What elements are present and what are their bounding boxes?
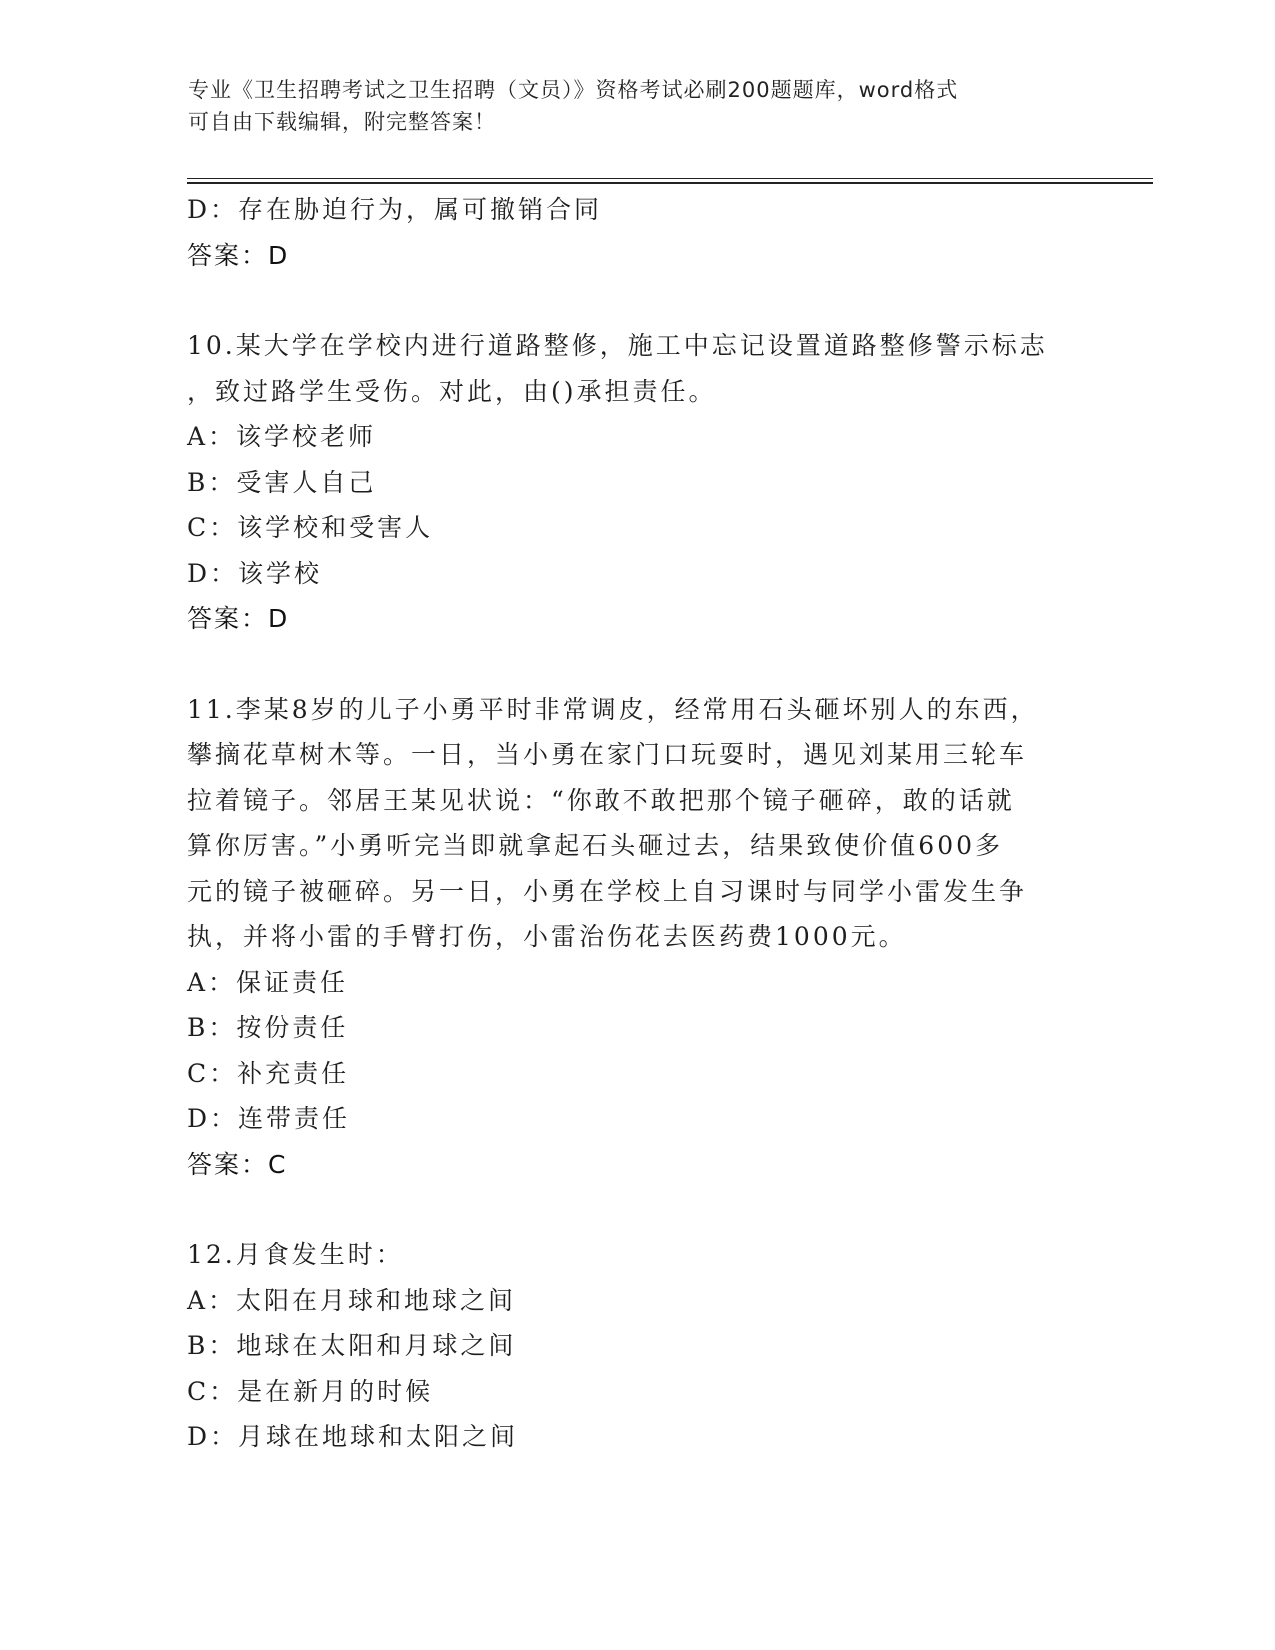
question-spacer (187, 642, 1087, 687)
previous-question-tail (187, 187, 1087, 278)
question-stem-line: 执，并将小雷的手臂打伤，小雷治伤花去医药费1000元。 (187, 922, 907, 951)
question-stem-line: 元的镜子被砸碎。另一日，小勇在学校上自习课时与同学小雷发生争 (187, 876, 1028, 906)
question-stem-line: 12.月食发生时： (187, 1240, 404, 1269)
question-spacer (187, 1187, 1087, 1232)
option-d: D：连带责任 (187, 1104, 351, 1133)
question-10 (187, 323, 1087, 642)
question-stem-line: 10.某大学在学校内进行道路整修，施工中忘记设置道路整修警示标志 (187, 331, 1048, 360)
question-stem-line: 算你厉害。”小勇听完当即就拿起石头砸过去，结果致使价值600多 (187, 831, 1004, 860)
answer-line: 答案：D (187, 240, 290, 270)
option-a: A：太阳在月球和地球之间 (187, 1285, 517, 1315)
question-stem-line: ，致过路学生受伤。对此，由()承担责任。 (187, 376, 717, 406)
question-stem-line: 拉着镜子。邻居王某见状说：“你敢不敢把那个镜子砸碎，敢的话就 (187, 785, 1015, 815)
option-c: C：该学校和受害人 (187, 513, 434, 542)
header-divider-thick (187, 182, 1153, 184)
header-divider-thin (187, 178, 1153, 179)
option-b: B：受害人自己 (187, 467, 377, 497)
option-a: A：该学校老师 (187, 422, 377, 451)
header-title-line-2: 可自由下载编辑，附完整答案！ (188, 110, 496, 134)
answer-line: 答案：C (187, 1149, 288, 1179)
question-stem-line: 攀摘花草树木等。一日，当小勇在家门口玩耍时，遇见刘某用三轮车 (187, 740, 1028, 769)
option-d: D：存在胁迫行为，属可撤销合同 (187, 195, 603, 224)
option-d: D：该学校 (187, 558, 323, 588)
option-c: C：是在新月的时候 (187, 1376, 434, 1406)
option-a: A：保证责任 (187, 967, 349, 997)
question-11 (187, 687, 1087, 1188)
header-title-line-1: 专业《卫生招聘考试之卫生招聘（文员）》资格考试必刷200题题库，word格式 (188, 78, 959, 102)
page-header (188, 74, 1068, 138)
question-spacer (187, 278, 1087, 323)
option-c: C：补充责任 (187, 1058, 350, 1088)
answer-line: 答案：D (187, 604, 290, 633)
option-d: D：月球在地球和太阳之间 (187, 1422, 519, 1451)
option-b: B：按份责任 (187, 1013, 349, 1042)
question-12 (187, 1232, 1087, 1460)
option-b: B：地球在太阳和月球之间 (187, 1331, 517, 1360)
question-content (187, 187, 1087, 1460)
question-stem-line: 11.李某8岁的儿子小勇平时非常调皮，经常用石头砸坏别人的东西， (187, 694, 1039, 724)
